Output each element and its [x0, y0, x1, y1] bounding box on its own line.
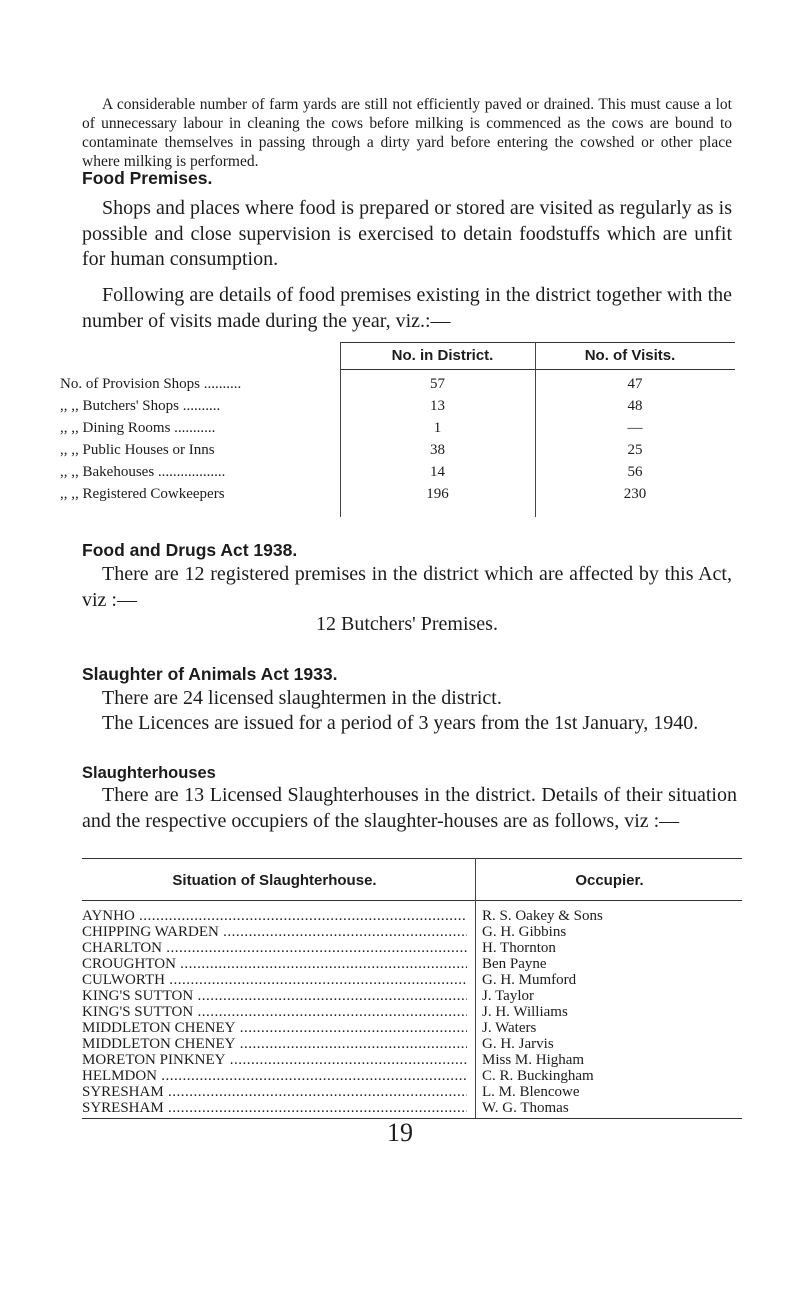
- row-occupier: G. H. Mumford: [482, 972, 577, 988]
- row-visits-count: 48: [627, 398, 643, 414]
- table-row: [82, 940, 742, 957]
- table-row: [82, 988, 742, 1005]
- row-visits-count: 230: [623, 486, 647, 502]
- table-row: [82, 1100, 742, 1117]
- food-drugs-act-paragraph: There are 12 registered premises in the district which are affected by this Act, viz :—: [82, 563, 732, 611]
- row-occupier: R. S. Oakey & Sons: [482, 908, 603, 924]
- food-premises-paragraph-1: Shops and places where food is prepared or stored are visited as regularly as is possible and close supervision is exercised to detain foodstuffs which are unfit for human consumption.: [82, 197, 732, 270]
- table-row: [82, 972, 742, 989]
- table-row: [60, 442, 750, 463]
- row-occupier: Ben Payne: [482, 956, 547, 972]
- table-top-rule: [340, 342, 735, 343]
- row-visits-count: —: [627, 420, 643, 436]
- row-occupier: G. H. Jarvis: [482, 1036, 554, 1052]
- row-situation: MIDDLETON CHENEY .....: [82, 1020, 467, 1037]
- food-premises-paragraph-2: Following are details of food premises existing in the district together with the number of visits made during the year, viz.:—: [82, 284, 732, 332]
- table-row: [82, 1068, 742, 1085]
- page-number: 19: [387, 1118, 413, 1147]
- row-label: ,, ,, Public Houses or Inns: [60, 442, 215, 458]
- row-situation: MORETON PINKNEY .....: [82, 1052, 467, 1069]
- row-district-count: 1: [433, 420, 442, 436]
- table-row: [82, 956, 742, 973]
- row-label: No. of Provision Shops ..........: [60, 376, 242, 392]
- slaughterhouse-table: [82, 858, 742, 1138]
- row-situation: CHARLTON .....: [82, 940, 467, 957]
- row-label: ,, ,, Registered Cowkeepers: [60, 486, 225, 502]
- slaughter-act-paragraph-2: The Licences are issued for a period of 3 years from the 1st January, 1940.: [102, 712, 699, 734]
- slaughterhouses-heading: Slaughterhouses: [82, 764, 216, 782]
- row-occupier: J. Waters: [482, 1020, 537, 1036]
- table-row: [82, 1020, 742, 1037]
- row-occupier: C. R. Buckingham: [482, 1068, 594, 1084]
- column-header-situation: Situation of Slaughterhouse.: [172, 872, 377, 889]
- intro-paragraph: A considerable number of farm yards are still not efficiently paved or drained. This must cause a lot of unnecessary labour in cleaning the cows before milking is commenced as the cows are bound to contaminate themselves in passing through a dirty yard before entering the cowshed or other place where milking is performed.: [82, 96, 732, 170]
- table-row: [82, 908, 742, 925]
- row-district-count: 196: [426, 486, 449, 502]
- row-occupier: G. H. Gibbins: [482, 924, 567, 940]
- row-occupier: W. G. Thomas: [482, 1100, 569, 1116]
- row-situation: AYNHO .....: [82, 908, 467, 925]
- table-row: [60, 376, 750, 397]
- table-row: [82, 924, 742, 941]
- row-situation: KING'S SUTTON .....: [82, 988, 467, 1005]
- table-row: [60, 398, 750, 419]
- table-row: [82, 1084, 742, 1101]
- row-situation: MIDDLETON CHENEY .....: [82, 1036, 467, 1053]
- row-occupier: J. Taylor: [482, 988, 535, 1004]
- row-district-count: 38: [430, 442, 445, 458]
- table-row: [60, 464, 750, 485]
- table-row: [60, 420, 750, 441]
- row-situation: CHIPPING WARDEN .....: [82, 924, 467, 941]
- row-visits-count: 25: [627, 442, 643, 458]
- slaughter-act-paragraph-1: There are 24 licensed slaughtermen in the district.: [102, 687, 502, 709]
- row-situation: CROUGHTON .....: [82, 956, 467, 973]
- column-header-occupier: Occupier.: [575, 872, 644, 889]
- row-occupier: Miss M. Higham: [482, 1052, 585, 1068]
- row-district-count: 57: [430, 376, 445, 392]
- row-situation: SYRESHAM .....: [82, 1084, 467, 1101]
- table-row: [82, 1052, 742, 1069]
- butchers-premises-line: 12 Butchers' Premises.: [316, 613, 498, 635]
- row-visits-count: 47: [627, 376, 643, 392]
- row-situation: CULWORTH .....: [82, 972, 467, 989]
- table-header-rule: [82, 900, 742, 901]
- table-row: [82, 1036, 742, 1053]
- column-header-district: No. in District.: [391, 347, 494, 364]
- slaughter-act-heading: Slaughter of Animals Act 1933.: [82, 664, 338, 684]
- food-drugs-act-heading: Food and Drugs Act 1938.: [82, 540, 298, 560]
- table-row: [60, 486, 750, 507]
- row-situation: KING'S SUTTON .....: [82, 1004, 467, 1021]
- row-district-count: 13: [430, 398, 445, 414]
- food-premises-heading: Food Premises.: [82, 168, 213, 188]
- row-district-count: 14: [430, 464, 445, 480]
- row-situation: HELMDON .....: [82, 1068, 467, 1085]
- food-premises-table: [60, 342, 750, 517]
- row-occupier: H. Thornton: [482, 940, 556, 956]
- column-header-visits: No. of Visits.: [584, 347, 676, 364]
- row-label: ,, ,, Dining Rooms ...........: [60, 420, 216, 436]
- row-label: ,, ,, Butchers' Shops ..........: [60, 398, 221, 414]
- slaughterhouses-paragraph: There are 13 Licensed Slaughterhouses in the district. Details of their situation and the respective occupiers of the slaughter-houses are as follows, viz :—: [82, 784, 737, 832]
- table-top-rule: [82, 858, 742, 859]
- row-situation: SYRESHAM .....: [82, 1100, 467, 1117]
- row-occupier: J. H. Williams: [482, 1004, 568, 1020]
- table-row: [82, 1004, 742, 1021]
- row-occupier: L. M. Blencowe: [482, 1084, 580, 1100]
- table-header-rule: [340, 369, 735, 370]
- row-visits-count: 56: [627, 464, 643, 480]
- row-label: ,, ,, Bakehouses ..................: [60, 464, 226, 480]
